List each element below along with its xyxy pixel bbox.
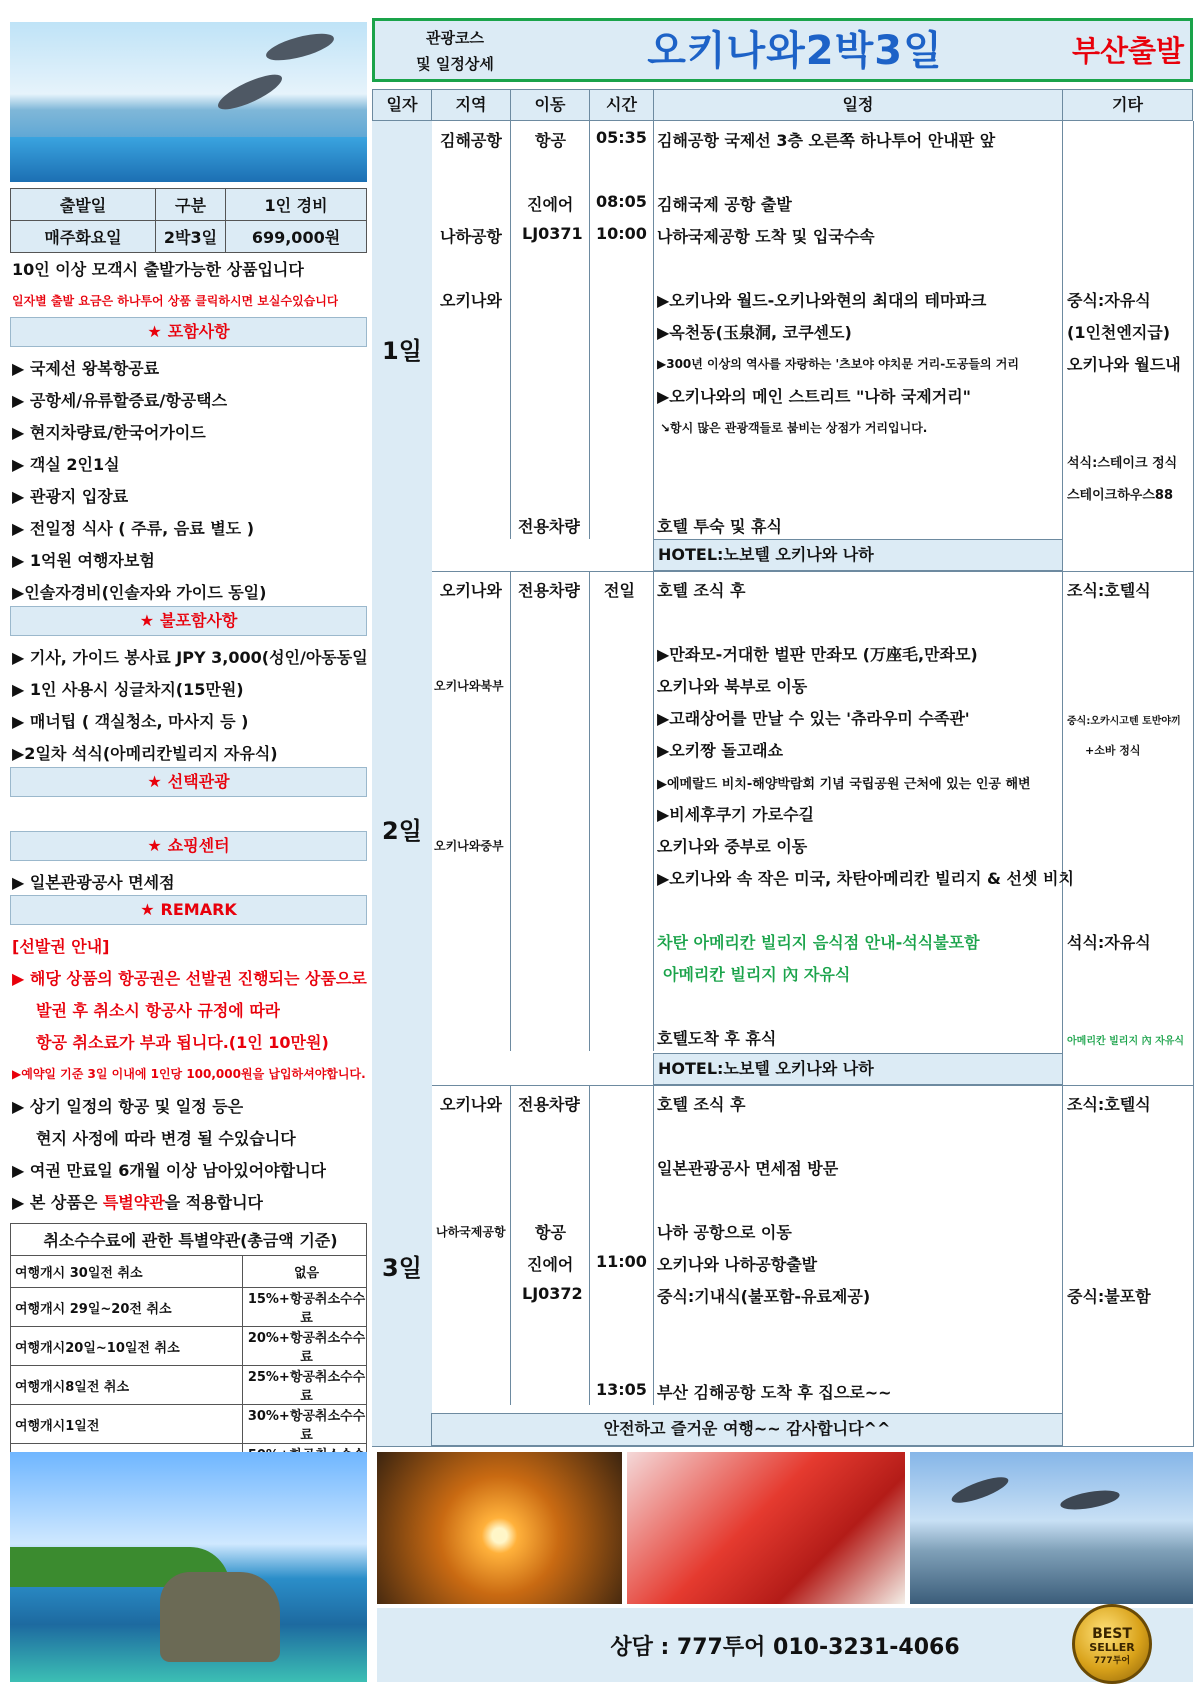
ticket-line: ▶ 해당 상품의 항공권은 선발권 진행되는 상품으로 — [12, 969, 367, 988]
day3-transport: 진에어 — [527, 1255, 574, 1274]
excluded-item: ▶2일차 석식(아메리칸빌리지 자유식) — [12, 744, 278, 763]
itinerary-item: ▶비세후쿠기 가로수길 — [657, 805, 814, 824]
day2-region: 오키나와중부 — [434, 839, 504, 853]
ticket-title: [선발권 안내] — [12, 937, 110, 956]
best-seller-badge-icon: BEST SELLER 777투어 — [1072, 1604, 1152, 1684]
included-item: ▶인솔자경비(인솔자와 가이드 동일) — [12, 583, 267, 602]
itinerary-item: 아메리칸 빌리지 內 자유식 — [663, 965, 851, 984]
price-date: 매주화요일 — [11, 221, 156, 253]
star-icon: ★ — [140, 900, 155, 919]
pool-shape — [10, 137, 367, 182]
table-row: 여행개시 29일~20전 취소 15%+항공취소수수료 — [11, 1288, 367, 1327]
itinerary-item: 호텔 조식 후 — [657, 581, 746, 600]
col-header-itinerary: 일정 — [653, 89, 1063, 121]
price-header-cost: 1인 경비 — [226, 189, 367, 221]
day1-region: 김해공항 — [440, 131, 502, 150]
grid-line — [589, 121, 590, 539]
day2-meal-note: +소바 정식 — [1085, 744, 1141, 757]
day1-meal-note: 중식:자유식 — [1067, 291, 1151, 310]
day2-cell — [372, 571, 432, 1085]
itinerary-item: ▶오키나와 속 작은 미국, 차탄아메리칸 빌리지 & 선셋 비치 — [657, 869, 1074, 888]
day1-region: 오키나와 — [440, 291, 502, 310]
included-item: ▶ 전일정 식사 ( 주류, 음료 별도 ) — [12, 519, 255, 538]
included-item: ▶ 공항세/유류할증료/항공택스 — [12, 391, 228, 410]
dolphin-shape — [264, 28, 337, 65]
day1-meal-note: 석식:스테이크 정식 — [1067, 456, 1178, 471]
price-header-date: 출발일 — [11, 189, 156, 221]
remark-note: 현지 사정에 따라 변경 될 수있습니다 — [36, 1129, 296, 1148]
dolphin-shape — [1059, 1487, 1121, 1513]
itinerary-item: 중식:기내식(불포함-유료제공) — [657, 1287, 871, 1306]
excluded-item: ▶ 1인 사용시 싱글차지(15만원) — [12, 680, 244, 699]
itinerary-item: 차탄 아메리칸 빌리지 음식점 안내-석식불포함 — [657, 933, 980, 952]
grid-line — [372, 1446, 1193, 1447]
grid-line — [1193, 121, 1194, 1447]
grid-line — [653, 571, 654, 1051]
table-row: 여행개시 30일전 취소 없음 — [11, 1256, 367, 1288]
itinerary-item: ↘항시 많은 관광객들로 붐비는 상점가 거리입니다. — [660, 421, 928, 435]
day2-meal-note: 석식:자유식 — [1067, 933, 1151, 952]
included-item: ▶ 객실 2인1실 — [12, 455, 120, 474]
itinerary-item: 일본관광공사 면세점 방문 — [657, 1159, 839, 1178]
optional-tour-header: ★ 선택관광 — [10, 767, 367, 797]
grid-line — [653, 121, 654, 539]
day3-region: 오키나와 — [440, 1095, 502, 1114]
day3-region: 나하국제공항 — [436, 1225, 506, 1239]
deposit-note: ▶예약일 기준 3일 이내에 1인당 100,000원을 납입하셔야합니다. — [12, 1067, 366, 1081]
itinerary-item: 김해공항 국제선 3층 오른쪽 하나투어 안내판 앞 — [657, 131, 996, 150]
day2-meal-note: 조식:호텔식 — [1067, 581, 1151, 600]
day3-transport: 항공 — [535, 1223, 566, 1242]
day3-flight-no: LJ0372 — [522, 1284, 583, 1303]
grid-line — [372, 1085, 1193, 1086]
day3-meal-note: 조식:호텔식 — [1067, 1095, 1151, 1114]
daily-price-note: 일자별 출발 요금은 하나투어 상품 클릭하시면 보실수있습니다 — [12, 294, 339, 308]
footer — [377, 1608, 1193, 1682]
table-row: 여행개시20일~10일전 취소 20%+항공취소수수료 — [11, 1327, 367, 1366]
itinerary-item: ▶옥천동(玉泉洞, 코쿠센도) — [657, 323, 852, 342]
special-terms-note: ▶ 본 상품은 특별약관을 적용합니다 — [12, 1193, 263, 1212]
day2-hotel: HOTEL:노보텔 오키나와 나하 — [653, 1053, 1063, 1085]
itinerary-item: 나하국제공항 도착 및 입국수속 — [657, 227, 875, 246]
itinerary-item: ▶300년 이상의 역사를 자랑하는 '츠보야 야치문 거리-도공들의 거리 — [657, 357, 1019, 371]
cliff-shape — [160, 1572, 280, 1662]
star-icon: ★ — [147, 322, 162, 341]
departure-city: 부산출발 — [1071, 34, 1184, 68]
day1-cell — [372, 121, 432, 571]
day2-meal-note: 중식:오카시고텐 토반야끼 — [1067, 716, 1181, 727]
dolphin-jump-photo — [910, 1452, 1193, 1604]
title-banner — [372, 18, 1193, 82]
day2-time: 전일 — [604, 581, 635, 600]
price-header-type: 구분 — [156, 189, 226, 221]
itinerary-item: 부산 김해공항 도착 후 집으로~~ — [657, 1383, 892, 1402]
day3-cell — [372, 1085, 432, 1446]
col-header-etc: 기타 — [1062, 89, 1193, 121]
grid-line — [372, 571, 1193, 572]
grid-line — [589, 1085, 590, 1405]
dolphin-shape — [214, 68, 286, 116]
price-cost: 699,000원 — [226, 221, 367, 253]
contact-info: 상담 : 777투어 010-3231-4066 — [610, 1635, 960, 1660]
itinerary-item: 김해국제 공항 출발 — [657, 195, 792, 214]
col-header-region: 지역 — [431, 89, 511, 121]
star-icon: ★ — [147, 772, 162, 791]
included-item: ▶ 1억원 여행자보험 — [12, 551, 155, 570]
grid-line — [510, 1085, 511, 1405]
col-header-time: 시간 — [589, 89, 654, 121]
day1-meal-note: 스테이크하우스88 — [1067, 488, 1173, 503]
cancel-table-header: 취소수수료에 관한 특별약관(총금액 기준) — [11, 1224, 367, 1256]
table-row: 여행개시8일전 취소 25%+항공취소수수료 — [11, 1366, 367, 1405]
itinerary-item: 호텔 조식 후 — [657, 1095, 746, 1114]
remark-note: ▶ 여권 만료일 6개월 이상 남아있어야합니다 — [12, 1161, 327, 1180]
grid-line — [1062, 121, 1063, 1447]
grid-line — [510, 571, 511, 1051]
day1-region: 나하공항 — [440, 227, 502, 246]
day2-label: 2일 — [382, 817, 422, 845]
remark-header: ★ REMARK — [10, 895, 367, 925]
itinerary-item: 오키나와 중부로 이동 — [657, 837, 808, 856]
day3-time: 13:05 — [596, 1380, 647, 1399]
day1-transport: 항공 — [535, 131, 566, 150]
shopping-item: ▶ 일본관광공사 면세점 — [12, 873, 175, 892]
day3-time: 11:00 — [596, 1252, 647, 1271]
itinerary-item: ▶에메랄드 비치-해양박람회 기념 국립공원 근처에 있는 인공 해변 — [657, 777, 1031, 792]
day1-flight-no: LJ0371 — [522, 224, 583, 243]
day1-time: 05:35 — [596, 128, 647, 147]
col-header-day: 일자 — [372, 89, 432, 121]
day2-region: 오키나와 — [440, 581, 502, 600]
price-table — [10, 188, 367, 253]
itinerary-item: 호텔 투숙 및 휴식 — [657, 517, 782, 536]
grid-line — [653, 1085, 654, 1405]
day1-transport: 전용차량 — [518, 517, 580, 536]
day3-meal-note: 중식:불포함 — [1067, 1287, 1151, 1306]
min-group-note: 10인 이상 모객시 출발가능한 상품입니다 — [12, 260, 304, 279]
page-title: 오키나와2박3일 — [647, 28, 943, 74]
col-header-transport: 이동 — [510, 89, 590, 121]
grid-line — [589, 571, 590, 1051]
day2-meal-note: 아메리칸 빌리지 內 자유식 — [1067, 1036, 1185, 1047]
day3-label: 3일 — [382, 1254, 422, 1282]
day1-time: 10:00 — [596, 224, 647, 243]
day1-transport: 진에어 — [527, 195, 574, 214]
sunset-beach-photo — [377, 1452, 622, 1604]
closing-message: 안전하고 즐거운 여행~~ 감사합니다^^ — [431, 1413, 1063, 1446]
shopping-header: ★ 쇼핑센터 — [10, 831, 367, 861]
dolphin-show-photo — [10, 22, 367, 182]
shisa-dance-photo — [627, 1452, 905, 1604]
title-left: 관광코스 및 일정상세 — [416, 29, 494, 73]
day1-time: 08:05 — [596, 192, 647, 211]
remark-note: ▶ 상기 일정의 항공 및 일정 등은 — [12, 1097, 244, 1116]
included-item: ▶ 관광지 입장료 — [12, 487, 129, 506]
day3-transport: 전용차량 — [518, 1095, 580, 1114]
day2-transport: 전용차량 — [518, 581, 580, 600]
cape-manzamo-photo — [10, 1452, 367, 1682]
included-item: ▶ 현지차량료/한국어가이드 — [12, 423, 206, 442]
price-type: 2박3일 — [156, 221, 226, 253]
excluded-item: ▶ 매너팁 ( 객실청소, 마사지 등 ) — [12, 712, 249, 731]
day1-meal-note: 오키나와 월드내 — [1067, 355, 1181, 374]
itinerary-item: 오키나와 나하공항출발 — [657, 1255, 818, 1274]
ticket-line: 항공 취소료가 부과 됩니다.(1인 10만원) — [36, 1033, 329, 1052]
dolphin-shape — [949, 1472, 1011, 1508]
itinerary-item: 오키나와 북부로 이동 — [657, 677, 808, 696]
itinerary-item: 나하 공항으로 이동 — [657, 1223, 792, 1242]
star-icon: ★ — [139, 611, 155, 630]
cancel-fee-table — [10, 1223, 367, 1483]
excluded-header: ★ 불포함사항 — [10, 606, 367, 636]
excluded-item: ▶ 기사, 가이드 봉사료 JPY 3,000(성인/아동동일 — [12, 648, 368, 667]
itinerary-item: 호텔도착 후 휴식 — [657, 1029, 777, 1048]
day1-hotel: HOTEL:노보텔 오키나와 나하 — [653, 539, 1063, 571]
itinerary-item: ▶오키짱 돌고래쇼 — [657, 741, 784, 760]
ticket-line: 발권 후 취소시 항공사 규정에 따라 — [36, 1001, 281, 1020]
day1-label: 1일 — [382, 337, 422, 365]
day1-meal-note: (1인천엔지급) — [1067, 323, 1171, 342]
grid-line — [510, 121, 511, 539]
included-header: ★ 포함사항 — [10, 317, 367, 347]
day2-region: 오키나와북부 — [434, 679, 504, 693]
itinerary-item: ▶만좌모-거대한 벌판 만좌모 (万座毛,만좌모) — [657, 645, 978, 664]
included-item: ▶ 국제선 왕복항공료 — [12, 359, 160, 378]
star-icon: ★ — [147, 836, 162, 855]
itinerary-item: ▶오키나와 월드-오키나와현의 최대의 테마파크 — [657, 291, 987, 310]
itinerary-item: ▶오키나와의 메인 스트리트 "나하 국제거리" — [657, 387, 972, 406]
itinerary-item: ▶고래상어를 만날 수 있는 '츄라우미 수족관' — [657, 709, 970, 728]
table-row: 여행개시1일전 30%+항공취소수수료 — [11, 1405, 367, 1444]
